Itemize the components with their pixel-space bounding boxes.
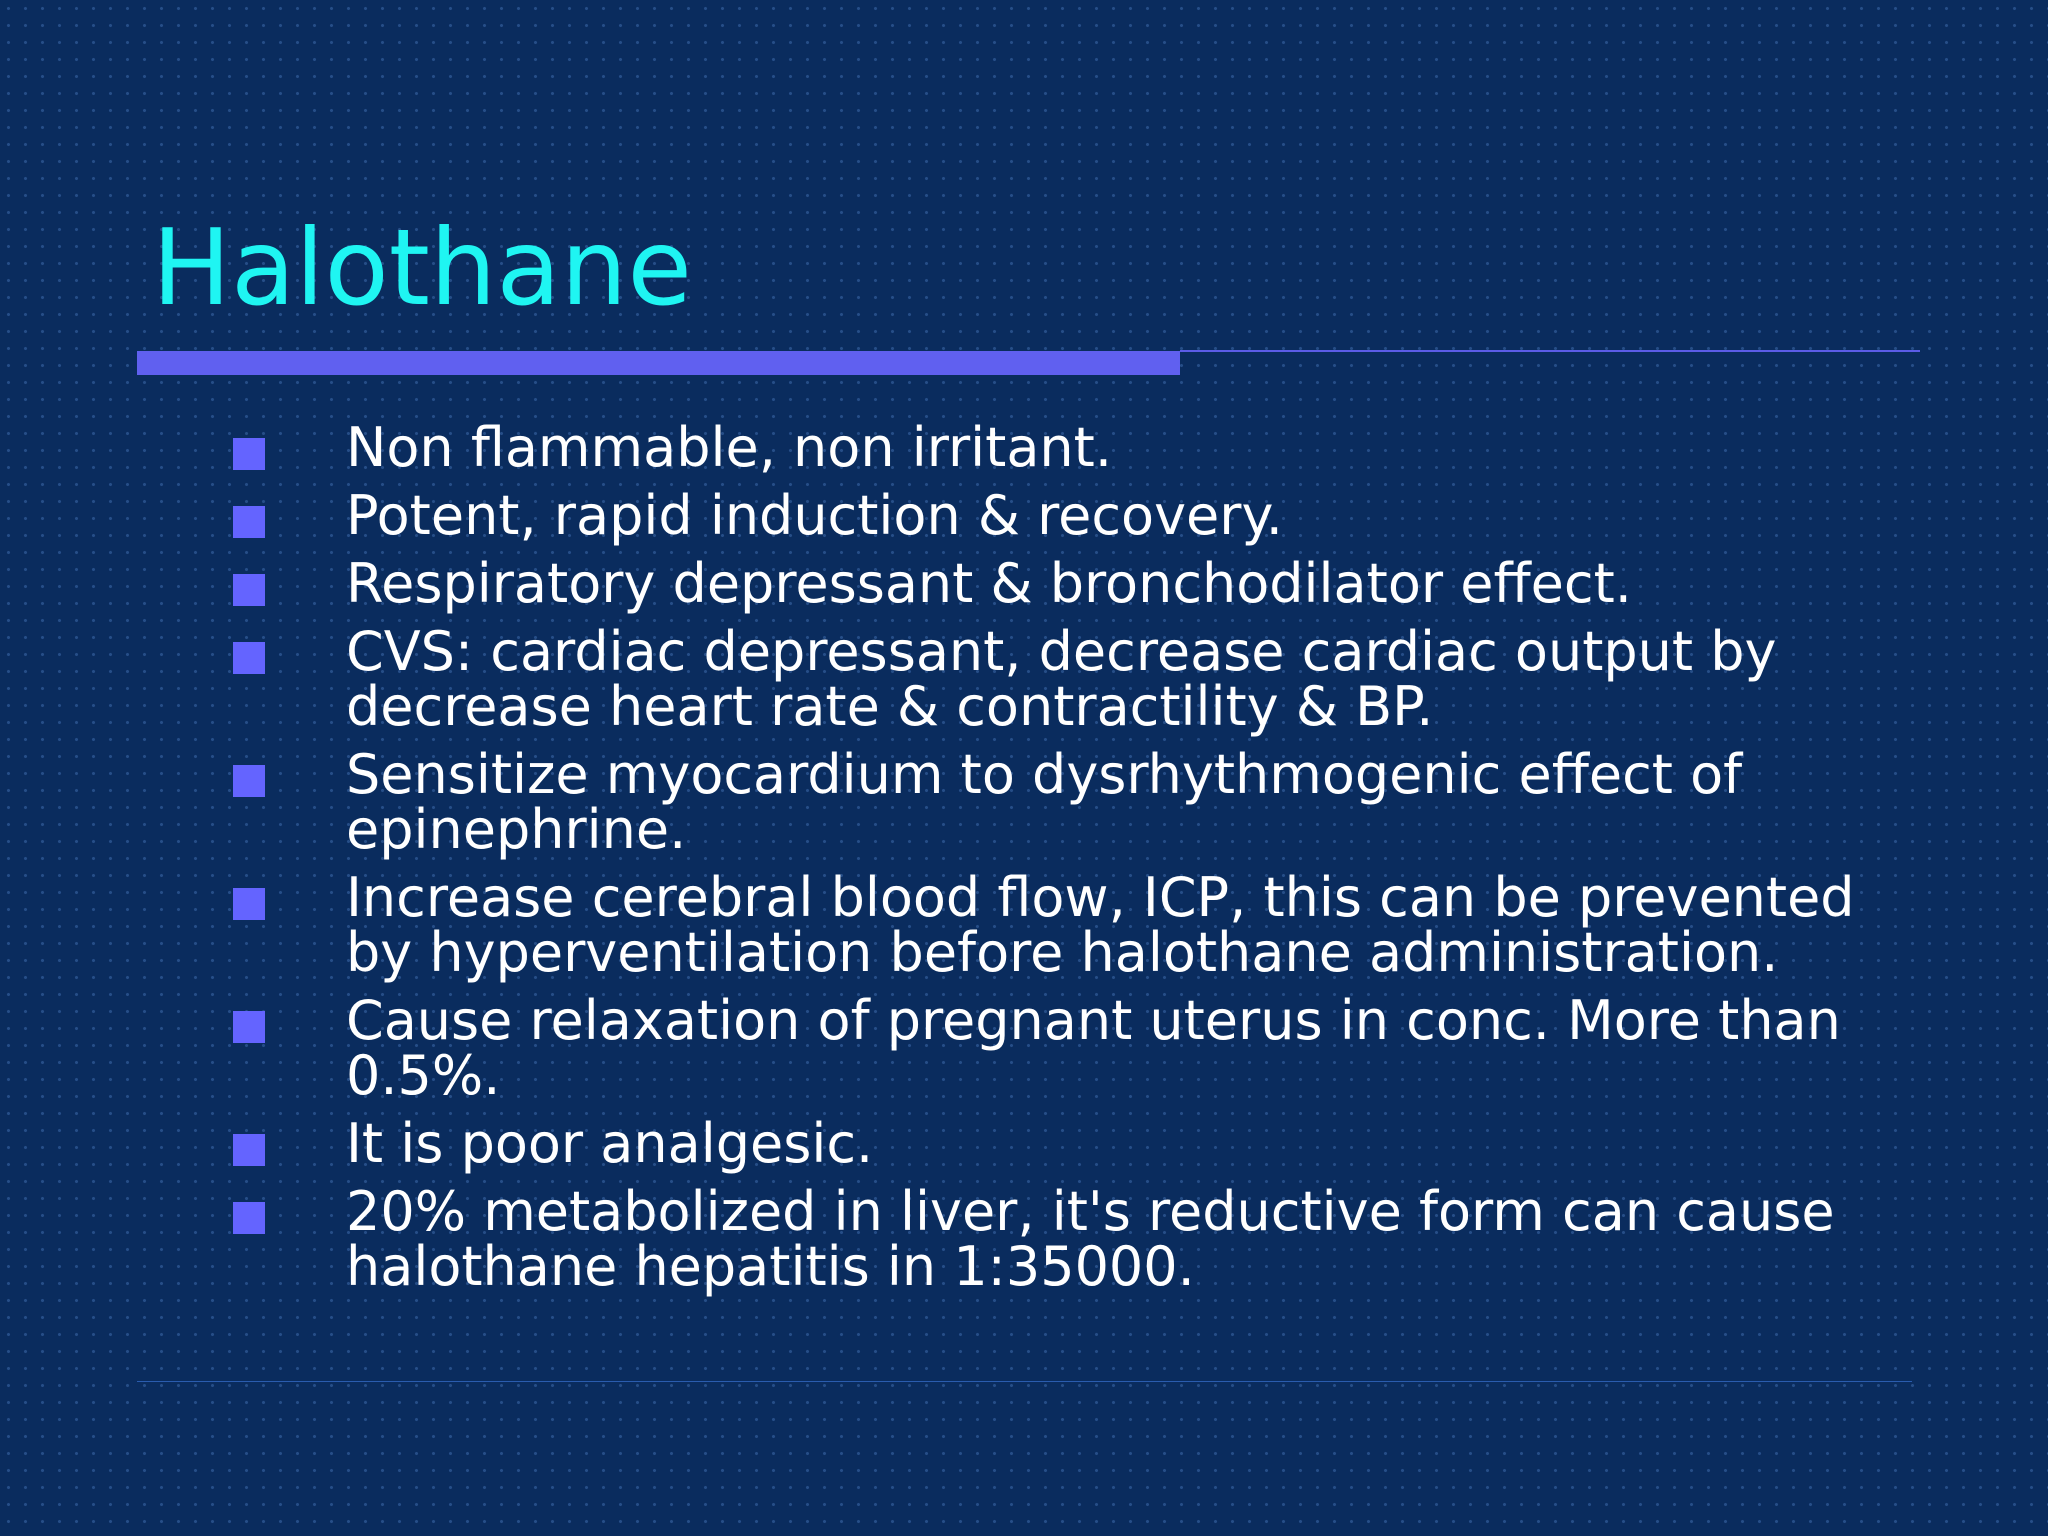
bullet-text: Respiratory depressant & bronchodilator effect. bbox=[346, 552, 1632, 615]
bullet-text: CVS: cardiac depressant, decrease cardiac output by decrease heart rate & contractility & BP. bbox=[346, 620, 1777, 738]
bullet-text: Increase cerebral blood flow, ICP, this can be prevented by hyperventilation before halothane administration. bbox=[346, 866, 1855, 984]
bullet-item bbox=[233, 620, 1913, 738]
square-bullet-icon bbox=[233, 574, 265, 606]
footer-rule bbox=[137, 1381, 1912, 1382]
title-underline-bar bbox=[137, 351, 1180, 375]
bullet-list bbox=[233, 416, 1913, 1307]
bullet-item bbox=[233, 552, 1913, 615]
title-underline-rule bbox=[1180, 350, 1920, 352]
slide-title: Halothane bbox=[152, 207, 692, 329]
bullet-text: Sensitize myocardium to dysrhythmogenic effect of epinephrine. bbox=[346, 743, 1743, 861]
bullet-item bbox=[233, 743, 1913, 861]
bullet-text: Non flammable, non irritant. bbox=[346, 416, 1112, 479]
square-bullet-icon bbox=[233, 1011, 265, 1043]
square-bullet-icon bbox=[233, 1202, 265, 1234]
square-bullet-icon bbox=[233, 438, 265, 470]
bullet-text: Cause relaxation of pregnant uterus in conc. More than 0.5%. bbox=[346, 989, 1841, 1107]
square-bullet-icon bbox=[233, 888, 265, 920]
square-bullet-icon bbox=[233, 1134, 265, 1166]
bullet-item bbox=[233, 989, 1913, 1107]
bullet-text: Potent, rapid induction & recovery. bbox=[346, 484, 1283, 547]
bullet-text: It is poor analgesic. bbox=[346, 1112, 874, 1175]
bullet-item bbox=[233, 416, 1913, 479]
bullet-text: 20% metabolized in liver, it's reductive form can cause halothane hepatitis in 1:35000. bbox=[346, 1180, 1835, 1298]
bullet-item bbox=[233, 484, 1913, 547]
bullet-item bbox=[233, 866, 1913, 984]
bullet-item bbox=[233, 1180, 1913, 1298]
square-bullet-icon bbox=[233, 765, 265, 797]
bullet-item bbox=[233, 1112, 1913, 1175]
square-bullet-icon bbox=[233, 642, 265, 674]
square-bullet-icon bbox=[233, 506, 265, 538]
